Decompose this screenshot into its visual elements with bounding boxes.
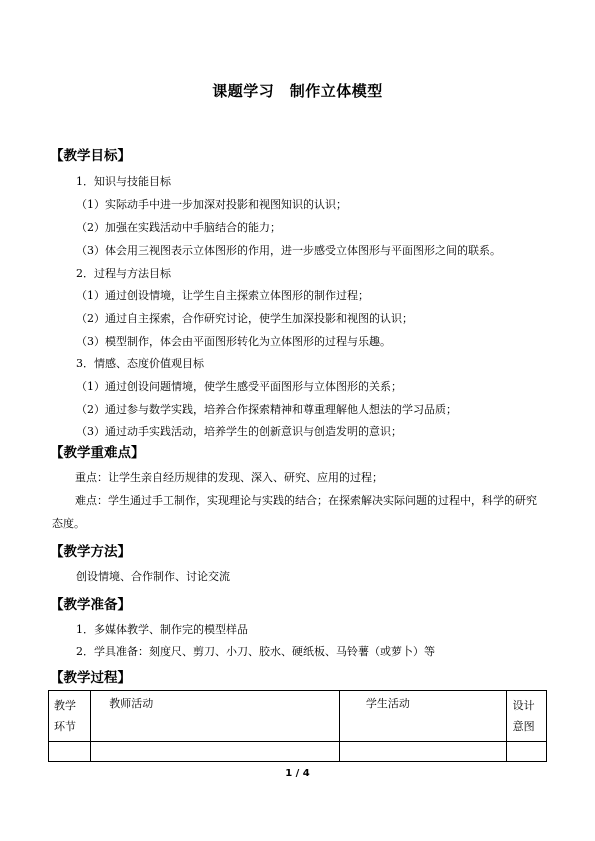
- goal-line: （2）加强在实践活动中手脑结合的能力；: [76, 221, 281, 234]
- goal-line: （1）通过创设问题情境，使学生感受平面图形与立体图形的关系；: [76, 380, 402, 393]
- process-table: [48, 690, 547, 762]
- method-text: 创设情境、合作制作、讨论交流: [76, 570, 230, 583]
- section-heading-prep: 【教学准备】: [50, 597, 131, 613]
- goal-line: （2）通过参与数学实践，培养合作探索精神和尊重理解他人想法的学习品质；: [76, 403, 457, 416]
- table-row: [49, 742, 547, 762]
- goal-line: 1．知识与技能目标: [76, 175, 171, 188]
- page-title: 课题学习 制作立体模型: [212, 82, 383, 100]
- section-heading-key-points: 【教学重难点】: [50, 445, 145, 461]
- header-teacher: 教师活动: [91, 691, 340, 742]
- goal-line: 3．情感、态度价值观目标: [76, 357, 204, 370]
- goal-line: 2．过程与方法目标: [76, 267, 171, 280]
- key-point-difficulty: 难点：学生通过手工制作，实现理论与实践的结合；在探索解决实际问题的过程中，科学的研究态度。: [52, 494, 537, 530]
- goal-line: （3）通过动手实践活动，培养学生的创新意识与创造发明的意识；: [76, 425, 402, 438]
- page-number: 1 / 4: [285, 768, 310, 779]
- goal-line: （1）实际动手中进一步加深对投影和视图知识的认识；: [76, 198, 347, 211]
- table-header-row: [49, 691, 547, 742]
- section-heading-process: 【教学过程】: [50, 670, 131, 686]
- table-cell: [49, 742, 91, 762]
- header-intent: 设计意图: [506, 691, 546, 742]
- goal-line: （3）体会用三视图表示立体图形的作用，进一步感受立体图形与平面图形之间的联系。: [76, 244, 501, 257]
- key-point-focus: 重点：让学生亲自经历规律的发现、深入、研究、应用的过程；: [75, 471, 383, 484]
- prep-line: 2．学具准备：刻度尺、剪刀、小刀、胶水、硬纸板、马铃薯（或萝卜）等: [76, 645, 435, 658]
- table-cell: [506, 742, 546, 762]
- table-cell: [91, 742, 340, 762]
- header-student: 学生活动: [339, 691, 506, 742]
- section-heading-goals: 【教学目标】: [50, 148, 131, 164]
- goal-line: （1）通过创设情境，让学生自主探索立体图形的制作过程；: [76, 289, 369, 302]
- table-cell: [339, 742, 506, 762]
- prep-line: 1．多媒体教学、制作完的模型样品: [76, 623, 248, 636]
- goal-line: （2）通过自主探索，合作研究讨论，使学生加深投影和视图的认识；: [76, 312, 413, 325]
- section-heading-method: 【教学方法】: [50, 544, 131, 560]
- goal-line: （3）模型制作，体会由平面图形转化为立体图形的过程与乐趣。: [76, 335, 391, 348]
- header-stage: 教学环节: [49, 691, 91, 742]
